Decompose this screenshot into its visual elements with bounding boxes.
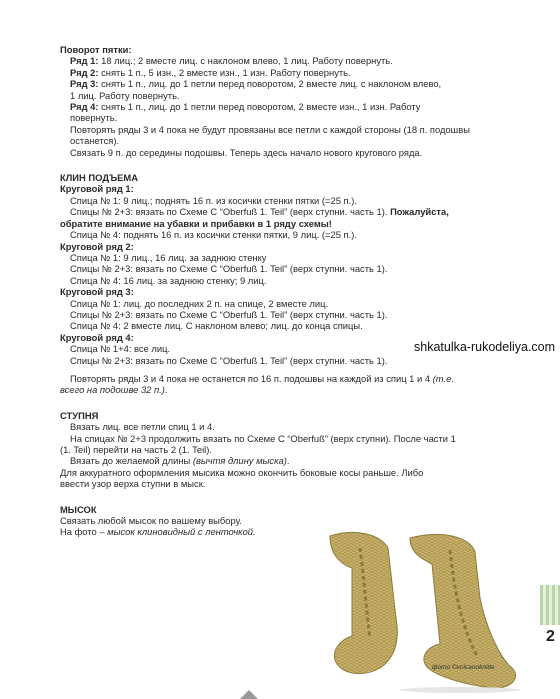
heel-repeat: Повторять ряды 3 и 4 пока не будут провязаны все петли с каждой стороны (18 п. подошвы	[70, 123, 470, 135]
heel-row-4-cont: повернуть.	[70, 112, 118, 124]
section-title-heel-turn: Поворот пятки:	[60, 44, 132, 55]
line-italic: мысок клиновидный с ленточкой.	[107, 526, 256, 538]
row-text: снять 1 п., лиц. до 1 петли перед поворотом, 2 вместе лиц. с наклоном влево,	[98, 78, 442, 90]
round-3-title: Круговой ряд 3:	[60, 286, 134, 298]
photo-credit: фото ©volcanoknitte	[432, 664, 495, 671]
row-text: снять 1 п., лиц. до 1 петли перед поворотом, 2 вместе изн., 1 изн. Работу	[98, 101, 421, 113]
line-text: Вязать до желаемой длины	[70, 455, 193, 467]
heel-row-3	[60, 78, 500, 89]
line-italic: всего на подошве 32 п.)	[60, 384, 165, 396]
socks-photo	[300, 528, 540, 693]
round-2-title: Круговой ряд 2:	[60, 240, 134, 252]
row-text: 18 лиц.; 2 вместе лиц. с наклоном влево, 1 лиц. Работу повернуть.	[98, 55, 393, 67]
line-text: На фото –	[60, 526, 108, 538]
round-1-line-2	[60, 206, 500, 217]
foot-line-1: Вязать лиц. все петли спиц 1 и 4.	[70, 421, 215, 433]
row-label: Ряд 2:	[70, 66, 99, 78]
site-watermark: shkatulka-rukodeliya.com	[414, 340, 556, 354]
section-title-foot: СТУПНЯ	[60, 409, 99, 421]
round-1-note: обратите внимание на убавки и прибавки в 1 ряду схемы!	[60, 217, 332, 229]
sock-left	[330, 532, 397, 673]
round-2-line-3: Спица № 4: 16 лиц. за заднюю стенку; 9 лиц.	[70, 274, 267, 286]
heel-row-3-cont: 1 лиц. Работу повернуть.	[70, 89, 180, 101]
line-text: Спицы № 2+3: вязать по Схеме С “Oberfuß 1. Teil” (верх ступни. часть 1).	[70, 206, 388, 218]
row-label: Ряд 1:	[70, 55, 99, 67]
line-text: Повторять ряды 3 и 4 пока не останется по 16 п. подошвы на каждой из спиц 1 и 4	[70, 372, 433, 384]
round-3-line-1: Спица № 1: лиц. до последних 2 п. на спице, 2 вместе лиц.	[70, 297, 329, 309]
round-3-line-3: Спица № 4: 2 вместе лиц. С наклоном влево; лиц. до конца спицы.	[70, 320, 363, 332]
line-text: .	[286, 455, 290, 467]
line-italic: (вычтя длину мыска)	[192, 455, 287, 467]
round-2-line-1: Спица № 1: 9 лиц., 16 лиц. за заднюю стенку	[70, 251, 267, 263]
foot-line-6: ввести узор верха ступни в мыск.	[60, 478, 206, 490]
heel-knit9: Связать 9 п. до середины подошвы. Теперь здесь начало нового кругового ряда.	[70, 146, 423, 158]
heel-row-2	[60, 67, 500, 78]
gusset-repeat	[60, 373, 500, 384]
heel-row-1	[60, 55, 500, 66]
round-1-title: Круговой ряд 1:	[60, 183, 134, 195]
round-4-line-1: Спица № 1+4: все лиц.	[70, 343, 171, 355]
foot-line-2: На спицах № 2+3 продолжить вязать по Схеме С “Oberfuß” (верх ступни). После части 1	[70, 432, 456, 444]
toe-line-1: Связать любой мысок по вашему выбору.	[60, 515, 242, 527]
row-text: снять 1 п., 5 изн., 2 вместе изн., 1 изн. Работу повернуть.	[98, 66, 351, 78]
section-title-gusset: КЛИН ПОДЪЕМА	[60, 172, 138, 184]
gusset-repeat-cont	[60, 384, 500, 395]
foot-line-4	[60, 455, 500, 466]
round-2-line-2: Спицы № 2+3: вязать по Схеме С “Oberfuß 1. Teil” (верх ступни. часть 1).	[70, 263, 388, 275]
foot-line-3: (1. Teil) перейти на часть 2 (1. Teil).	[60, 444, 212, 455]
heel-repeat-cont: останется).	[70, 135, 120, 147]
round-3-line-2: Спицы № 2+3: вязать по Схеме С “Oberfuß 1. Teil” (верх ступни. часть 1).	[70, 308, 388, 320]
document-body	[60, 44, 500, 538]
side-page-number: 2	[546, 628, 555, 645]
round-1-line-4: Спица № 4: поднять 16 п. из косички стенки пятки, 9 лиц. (=25 п.).	[70, 229, 357, 241]
line-italic: (т.е.	[432, 372, 454, 384]
row-label: Ряд 4:	[70, 101, 99, 113]
line-bold: Пожалуйста,	[387, 206, 449, 218]
line-text: .	[164, 384, 168, 396]
round-4-line-2: Спицы № 2+3: вязать по Схеме С “Oberfuß 1. Teil” (верх ступни. часть 1).	[70, 354, 388, 366]
page-corner-marker	[240, 690, 258, 699]
round-4-title: Круговой ряд 4:	[60, 331, 134, 343]
row-label: Ряд 3:	[70, 78, 99, 90]
heel-row-4	[60, 101, 500, 112]
round-1-line-1: Спица № 1: 9 лиц.; поднять 16 п. из косички стенки пятки (=25 п.).	[70, 194, 357, 206]
foot-line-5: Для аккуратного оформления мысика можно окончить боковые косы раньше. Либо	[60, 466, 424, 478]
next-page-edge	[540, 585, 560, 625]
section-title-toe: МЫСОК	[60, 503, 97, 515]
